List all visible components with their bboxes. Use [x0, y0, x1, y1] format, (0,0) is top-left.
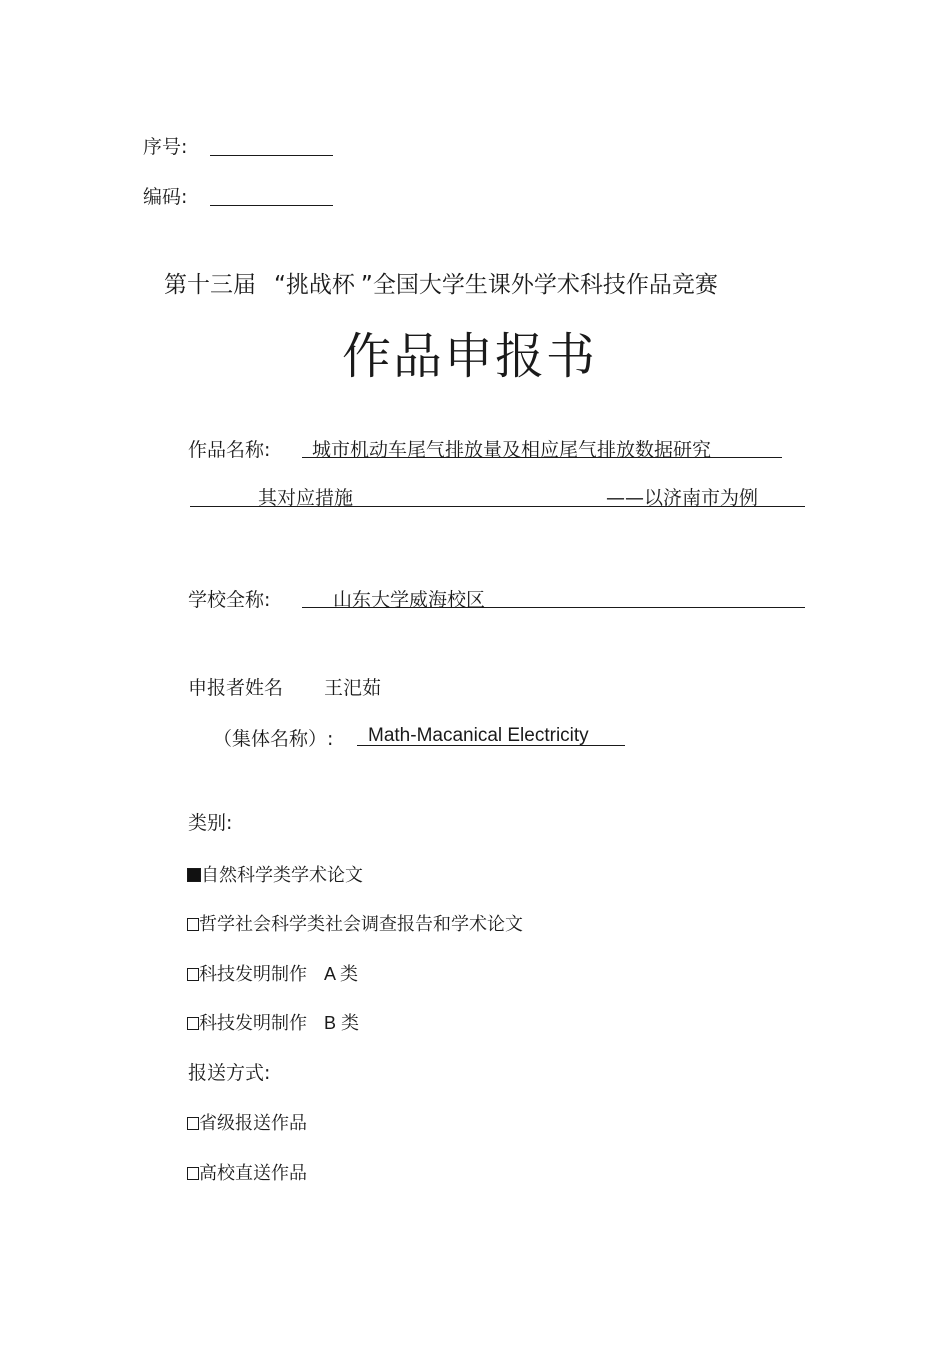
work-name-line2-left[interactable]: 其对应措施 — [258, 487, 354, 509]
category-option-label: 科技发明制作 — [199, 964, 307, 985]
category-option-natural-science[interactable] — [187, 861, 363, 887]
checkbox-empty-icon[interactable] — [187, 1117, 199, 1130]
category-option-invention-a[interactable] — [187, 960, 358, 986]
serial-label: 序号: — [143, 136, 188, 158]
category-label: 类别: — [188, 812, 233, 834]
submission-option-university[interactable] — [187, 1159, 307, 1185]
group-value[interactable]: Math-Macanical Electricity — [368, 725, 589, 746]
competition-title-part1: 第十三届 — [164, 272, 256, 298]
category-option-invention-b[interactable] — [187, 1009, 359, 1035]
category-option-label: 科技发明制作 — [199, 1013, 307, 1034]
category-option-suffix: B 类 — [324, 1013, 360, 1033]
code-label: 编码: — [143, 186, 188, 208]
work-name-line2-right[interactable]: ——以济南市为例 — [606, 487, 759, 509]
competition-title — [164, 266, 718, 299]
checkbox-checked-icon[interactable] — [187, 868, 201, 882]
checkbox-empty-icon[interactable] — [187, 1167, 199, 1180]
category-option-label: 哲学社会科学类社会调查报告和学术论文 — [199, 914, 523, 935]
checkbox-empty-icon[interactable] — [187, 1017, 199, 1030]
work-name-line1[interactable]: 城市机动车尾气排放量及相应尾气排放数据研究 — [312, 439, 712, 461]
category-option-suffix: A 类 — [324, 964, 359, 984]
category-option-label: 自然科学类学术论文 — [201, 865, 363, 886]
school-value[interactable]: 山东大学威海校区 — [333, 589, 486, 611]
serial-field[interactable] — [210, 155, 333, 156]
category-option-social-science[interactable] — [187, 910, 523, 936]
submission-option-provincial[interactable] — [187, 1109, 307, 1135]
applicant-label: 申报者姓名 — [188, 677, 284, 699]
submission-option-label: 省级报送作品 — [199, 1113, 307, 1134]
group-label: （集体名称）: — [213, 728, 334, 750]
applicant-name[interactable]: 王汜茹 — [324, 677, 382, 699]
competition-title-part2: “挑战杯 — [274, 272, 355, 298]
work-name-label: 作品名称: — [188, 439, 271, 461]
competition-title-part3: ”全国大学生课外学术科技作品竞赛 — [360, 272, 718, 298]
code-field[interactable] — [210, 205, 333, 206]
submission-option-label: 高校直送作品 — [199, 1163, 307, 1184]
document-title: 作品申报书 — [342, 328, 598, 385]
submission-label: 报送方式: — [188, 1062, 271, 1084]
checkbox-empty-icon[interactable] — [187, 968, 199, 981]
school-label: 学校全称: — [188, 589, 271, 611]
checkbox-empty-icon[interactable] — [187, 918, 199, 931]
